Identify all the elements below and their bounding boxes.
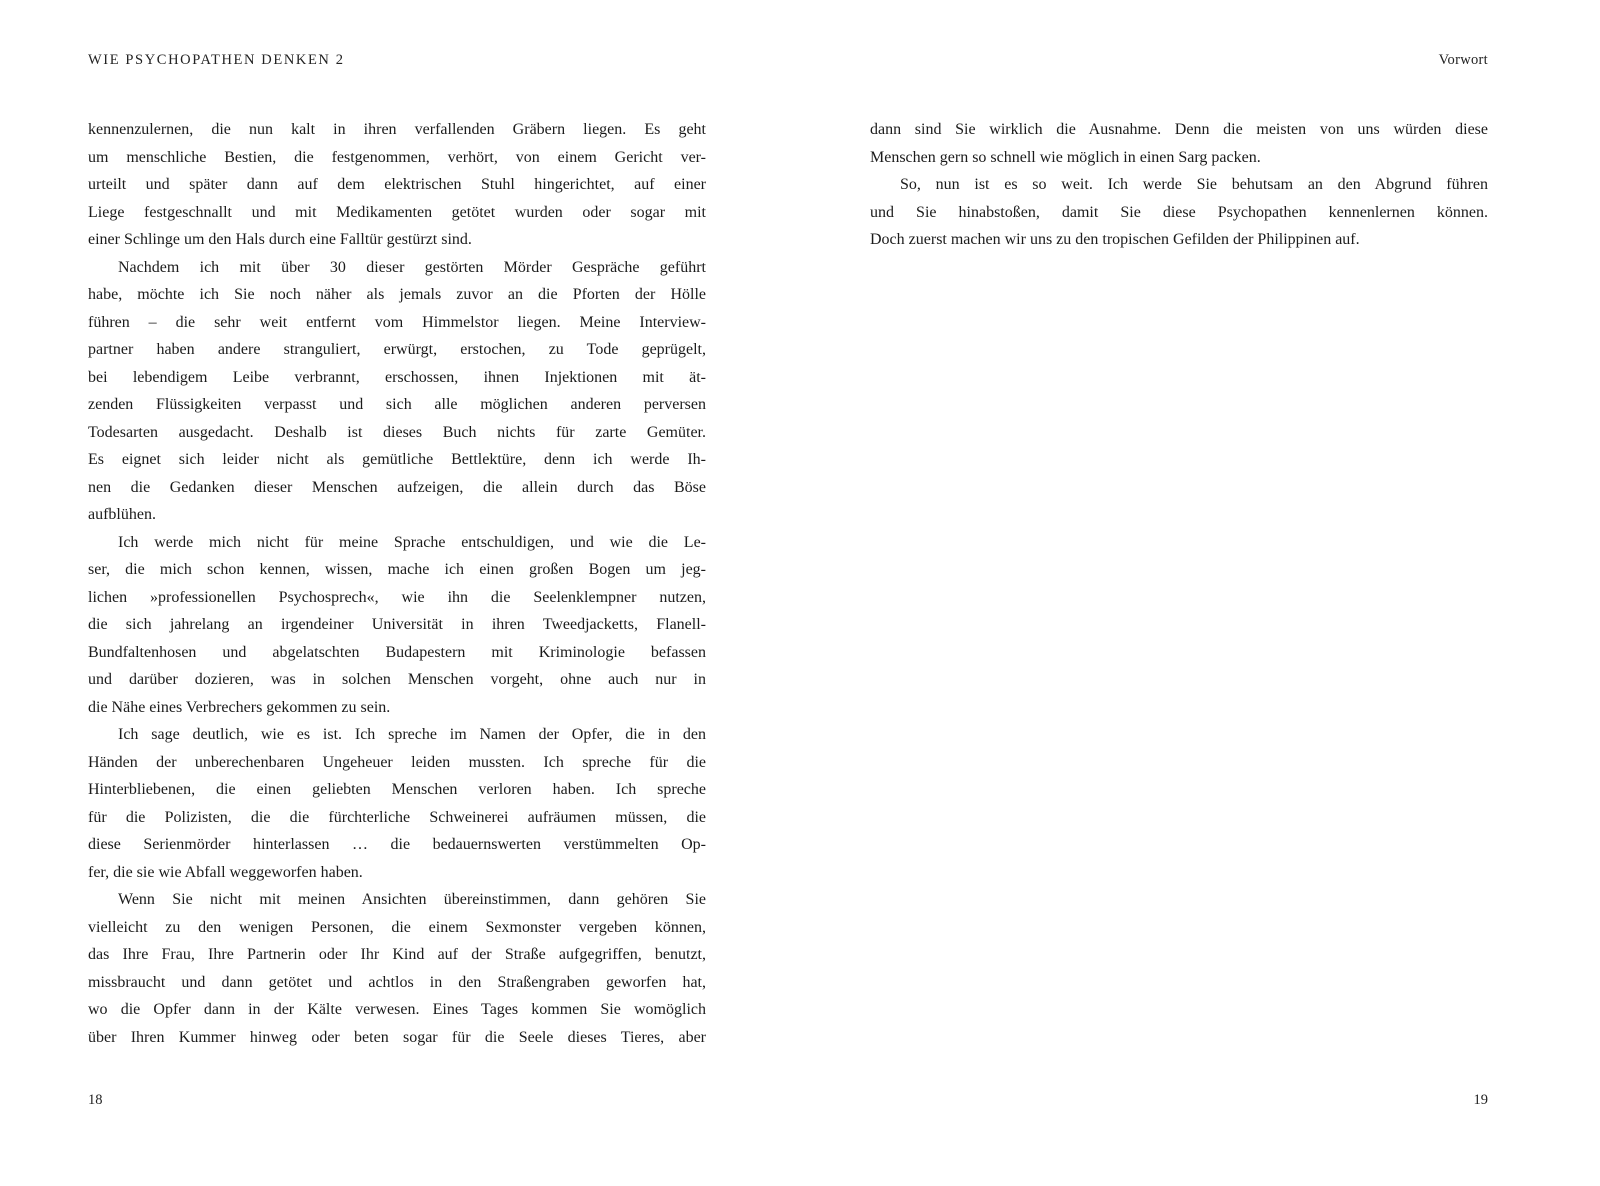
text-line: und darüber dozieren, was in solchen Menschen vorgeht, ohne auch nur in [88,671,706,688]
right-page-body [870,116,1488,254]
text-line: Liege festgeschnallt und mit Medikamenten getötet wurden oder sogar mit [88,203,706,221]
right-page-number: 19 [1473,1092,1488,1108]
text-line: fer, die sie wie Abfall weggeworfen haben. [88,863,363,881]
text-line: habe, möchte ich Sie noch näher als jemals zuvor an die Pforten der Hölle [88,286,706,303]
paragraph [88,721,706,886]
text-line: zenden Flüssigkeiten verpasst und sich alle möglichen anderen perversen [88,396,706,413]
left-page-body [88,116,706,1051]
text-line: diese Serienmörder hinterlassen … die bedauernswerten verstümmelten Op- [88,836,706,853]
text-line: Doch zuerst machen wir uns zu den tropischen Gefilden der Philippinen auf. [870,231,1360,248]
text-line: urteilt und später dann auf dem elektrischen Stuhl hingerichtet, auf einer [88,176,706,193]
text-line: Hinterbliebenen, die einen geliebten Menschen verloren haben. Ich spreche [88,781,706,798]
text-line: vielleicht zu den wenigen Personen, die einem Sexmonster vergeben können, [88,918,706,936]
text-line: dann sind Sie wirklich die Ausnahme. Denn die meisten von uns würden diese [870,121,1488,138]
text-line: partner haben andere stranguliert, erwürgt, erstochen, zu Tode geprügelt, [88,341,706,358]
text-line: das Ihre Frau, Ihre Partnerin oder Ihr Kind auf der Straße aufgegriffen, benutzt, [88,946,706,963]
text-line: Händen der unberechenbaren Ungeheuer leiden mussten. Ich spreche für die [88,753,706,771]
text-line: aufblühen. [88,506,156,523]
text-line: nen die Gedanken dieser Menschen aufzeigen, die allein durch das Böse [88,478,706,496]
text-line: lichen »professionellen Psychosprech«, wie ihn die Seelenklempner nutzen, [88,588,706,606]
text-line: Ich werde mich nicht für meine Sprache entschuldigen, und wie die Le- [118,533,706,551]
paragraph [88,254,706,529]
text-line: wo die Opfer dann in der Kälte verwesen. Eines Tages kommen Sie womöglich [88,1001,706,1018]
text-line: kennenzulernen, die nun kalt in ihren verfallenden Gräbern liegen. Es geht [88,121,706,138]
left-running-head: WIE PSYCHOPATHEN DENKEN 2 [88,52,345,68]
text-line: Menschen gern so schnell wie möglich in einen Sarg packen. [870,148,1261,166]
text-line: Es eignet sich leider nicht als gemütliche Bettlektüre, denn ich werde Ih- [88,451,706,468]
text-line: führen – die sehr weit entfernt vom Himmelstor liegen. Meine Interview- [88,313,706,331]
text-line: bei lebendigem Leibe verbrannt, erschossen, ihnen Injektionen mit ät- [88,368,706,386]
right-running-head: Vorwort [1438,52,1488,68]
paragraph [870,171,1488,254]
text-line: und Sie hinabstoßen, damit Sie diese Psychopathen kennenlernen können. [870,203,1488,221]
text-line: So, nun ist es so weit. Ich werde Sie behutsam an den Abgrund führen [900,176,1488,193]
text-line: um menschliche Bestien, die festgenommen, verhört, von einem Gericht ver- [88,148,706,166]
text-line: die Nähe eines Verbrechers gekommen zu sein. [88,698,391,716]
text-line: Wenn Sie nicht mit meinen Ansichten übereinstimmen, dann gehören Sie [118,891,706,908]
paragraph [870,116,1488,171]
text-line: missbraucht und dann getötet und achtlos in den Straßengraben geworfen hat, [88,973,706,991]
text-line: Nachdem ich mit über 30 dieser gestörten Mörder Gespräche geführt [118,258,706,276]
paragraph [88,886,706,1051]
text-line: für die Polizisten, die die fürchterliche Schweinerei aufräumen müssen, die [88,808,706,826]
text-line: einer Schlinge um den Hals durch eine Falltür gestürzt sind. [88,231,472,248]
text-line: Bundfaltenhosen und abgelatschten Budapestern mit Kriminologie befassen [88,643,706,661]
paragraph [88,529,706,722]
left-page-number: 18 [88,1092,103,1108]
text-line: die sich jahrelang an irgendeiner Universität in ihren Tweedjacketts, Flanell- [88,616,706,633]
text-line: ser, die mich schon kennen, wissen, mache ich einen großen Bogen um jeg- [88,561,706,578]
text-line: über Ihren Kummer hinweg oder beten sogar für die Seele dieses Tieres, aber [88,1028,706,1046]
text-line: Ich sage deutlich, wie es ist. Ich spreche im Namen der Opfer, die in den [118,726,706,743]
paragraph [88,116,706,254]
text-line: Todesarten ausgedacht. Deshalb ist dieses Buch nichts für zarte Gemüter. [88,423,706,441]
